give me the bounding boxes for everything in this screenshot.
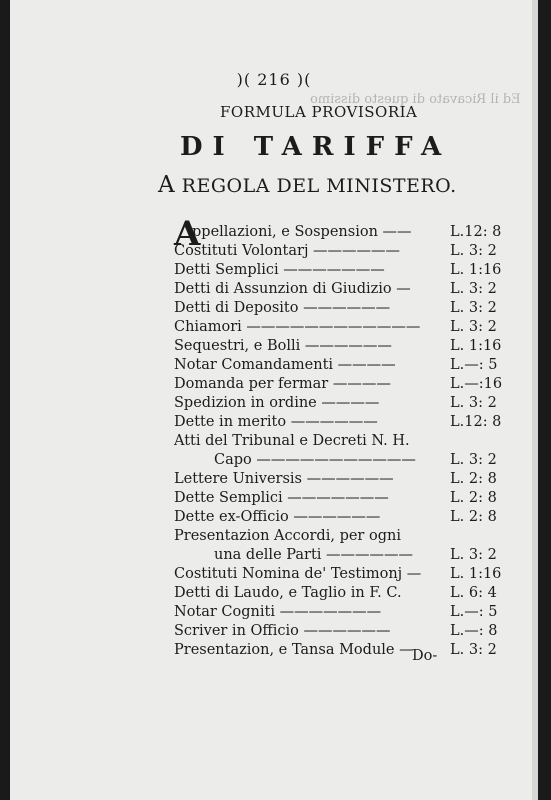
tariff-price: L.—: 8 [450, 623, 498, 639]
tariff-row [174, 261, 514, 280]
tariff-label: Notar Comandamenti ———— [174, 357, 396, 373]
tariff-row [174, 527, 514, 546]
tariff-price: L. 3: 2 [450, 319, 497, 335]
book-page [10, 0, 538, 800]
tariff-row [174, 318, 514, 337]
tariff-price: L.12: 8 [450, 224, 502, 240]
tariff-price: L. 3: 2 [450, 642, 497, 658]
tariff-label: una delle Parti —————— [214, 547, 414, 563]
tariff-row [174, 584, 514, 603]
tariff-label: Notar Cogniti ——————— [174, 604, 382, 620]
tariff-row [174, 489, 514, 508]
tariff-row [174, 375, 514, 394]
tariff-row [174, 432, 514, 451]
heading-regola-cap: A [158, 172, 176, 198]
tariff-price: L.—: 5 [450, 604, 498, 620]
tariff-list [174, 214, 514, 660]
tariff-price: L. 1:16 [450, 566, 502, 582]
tariff-price: L. 1:16 [450, 262, 502, 278]
page-number: )( 216 )( [236, 70, 312, 89]
tariff-label: Capo ——————————— [214, 452, 416, 468]
tariff-row [174, 451, 514, 470]
tariff-price: L. 3: 2 [450, 300, 497, 316]
tariff-row [174, 641, 514, 660]
tariff-row [174, 223, 514, 242]
tariff-label: Spedizion in ordine ———— [174, 395, 380, 411]
tariff-row [174, 413, 514, 432]
tariff-price: L. 3: 2 [450, 243, 497, 259]
tariff-row [174, 622, 514, 641]
tariff-row [174, 546, 514, 565]
tariff-label: Lettere Universis —————— [174, 471, 394, 487]
tariff-label: Detti di Laudo, e Taglio in F. C. [174, 585, 402, 601]
tariff-label: Costituti Nomina de' Testimonj — [174, 566, 422, 582]
tariff-row [174, 242, 514, 261]
tariff-price: L.—:16 [450, 376, 503, 392]
tariff-row [174, 565, 514, 584]
tariff-price: L. 3: 2 [450, 395, 497, 411]
tariff-label: Presentazion, e Tansa Module — [174, 642, 414, 658]
tariff-label: Costituti Volontarj —————— [174, 243, 401, 259]
tariff-label: Atti del Tribunal e Decreti N. H. [174, 433, 410, 449]
tariff-price: L. 2: 8 [450, 490, 497, 506]
tariff-price: L. 1:16 [450, 338, 502, 354]
tariff-label: Dette in merito —————— [174, 414, 378, 430]
tariff-price: L. 2: 8 [450, 471, 497, 487]
heading-regola-rest: REGOLA DEL MINISTERO. [175, 175, 457, 197]
catchword: Do- [412, 648, 438, 664]
tariff-row [174, 394, 514, 413]
tariff-row [174, 337, 514, 356]
tariff-label: Chiamori ———————————— [174, 319, 421, 335]
drop-cap: A [174, 214, 201, 254]
tariff-label: Dette Semplici ——————— [174, 490, 389, 506]
tariff-price: L.12: 8 [450, 414, 502, 430]
tariff-label: Detti di Assunzion di Giudizio — [174, 281, 411, 297]
tariff-price: L. 2: 8 [450, 509, 497, 525]
tariff-row [174, 280, 514, 299]
heading-formula: FORMULA PROVISORIA [220, 103, 418, 121]
tariff-label: Detti Semplici ——————— [174, 262, 385, 278]
tariff-label: Detti di Deposito —————— [174, 300, 391, 316]
bleed-through-text: Ed il Ricavato di questo dissimo [310, 92, 521, 107]
tariff-label: Presentazion Accordi, per ogni [174, 528, 401, 544]
heading-regola [158, 172, 518, 198]
tariff-price: L. 3: 2 [450, 547, 497, 563]
heading-tariffa: DI TARIFFA [180, 132, 452, 162]
tariff-price: L. 3: 2 [450, 281, 497, 297]
tariff-label: ppellazioni, e Sospension —— [192, 224, 412, 240]
tariff-price: L.—: 5 [450, 357, 498, 373]
tariff-row [174, 603, 514, 622]
tariff-price: L. 3: 2 [450, 452, 497, 468]
tariff-row [174, 470, 514, 489]
tariff-price: L. 6: 4 [450, 585, 497, 601]
tariff-row [174, 299, 514, 318]
tariff-label: Sequestri, e Bolli —————— [174, 338, 392, 354]
tariff-label: Scriver in Officio —————— [174, 623, 391, 639]
tariff-row [174, 356, 514, 375]
tariff-row [174, 508, 514, 527]
tariff-label: Domanda per fermar ———— [174, 376, 391, 392]
tariff-label: Dette ex-Officio —————— [174, 509, 381, 525]
